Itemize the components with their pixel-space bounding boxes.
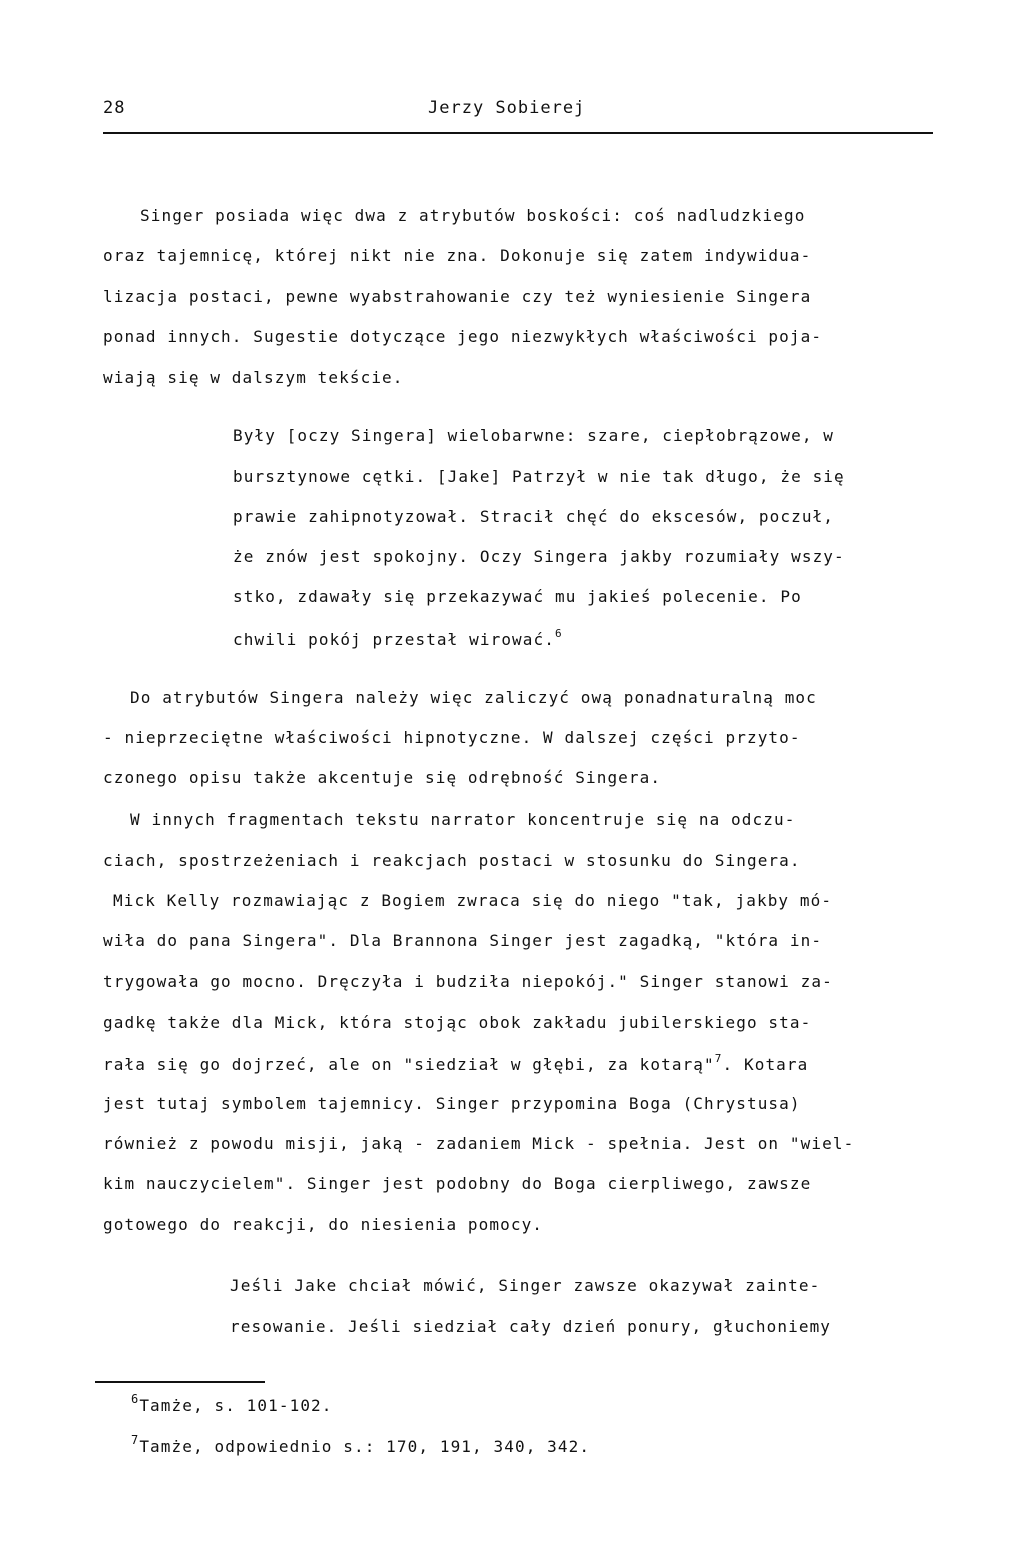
footnote-text: Tamże, odpowiednio s.: 170, 191, 340, 342. (139, 1437, 591, 1456)
quote-line: prawie zahipnotyzował. Stracił chęć do ekscesów, poczuł, (233, 507, 835, 526)
text-line: ponad innych. Sugestie dotyczące jego niezwykłych właściwości poja- (103, 327, 823, 346)
footnote-text: Tamże, s. 101-102. (139, 1396, 333, 1415)
quote-line: stko, zdawały się przekazywać mu jakieś polecenie. Po (233, 587, 802, 606)
quote-line: że znów jest spokojny. Oczy Singera jakby rozumiały wszy- (233, 547, 845, 566)
text-line: lizacja postaci, pewne wyabstrahowanie czy też wyniesienie Singera (103, 287, 812, 306)
footnote-mark: 7 (131, 1433, 140, 1447)
text-line: jest tutaj symbolem tajemnicy. Singer przypomina Boga (Chrystusa) (103, 1094, 801, 1113)
page-header (103, 98, 933, 128)
text-line: wiają się w dalszym tekście. (103, 368, 404, 387)
text-line: trygowała go mocno. Dręczyła i budziła niepokój." Singer stanowi za- (103, 972, 833, 991)
quote-line-text: chwili pokój przestał wirować. (233, 630, 555, 649)
footnote-rule (95, 1381, 265, 1383)
page-number: 28 (103, 98, 126, 118)
text-line: również z powodu misji, jaką - zadaniem Mick - spełnia. Jest on "wiel- (103, 1134, 855, 1153)
footnote-mark: 6 (131, 1392, 140, 1406)
text-line: czonego opisu także akcentuje się odrębność Singera. (103, 768, 662, 787)
text-line: Do atrybutów Singera należy więc zaliczyć ową ponadnaturalną moc (130, 688, 817, 707)
quote-line: Były [oczy Singera] wielobarwne: szare, ciepłobrązowe, w (233, 426, 835, 445)
text-line: oraz tajemnicę, której nikt nie zna. Dokonuje się zatem indywidua- (103, 246, 812, 265)
text-line: Mick Kelly rozmawiając z Bogiem zwraca się do niego "tak, jakby mó- (113, 891, 833, 910)
quote-line: Jeśli Jake chciał mówić, Singer zawsze okazywał zainte- (230, 1276, 821, 1295)
text-line: kim nauczycielem". Singer jest podobny do Boga cierpliwego, zawsze (103, 1174, 812, 1193)
footnote-ref-6[interactable]: 6 (554, 627, 563, 640)
text-line-part: rała się go dojrzeć, ale on "siedział w głębi, za kotarą" (103, 1055, 715, 1074)
text-line-part: . Kotara (722, 1055, 809, 1074)
text-line: wiła do pana Singera". Dla Brannona Singer jest zagadką, "która in- (103, 931, 823, 950)
text-line: gadkę także dla Mick, która stojąc obok zakładu jubilerskiego sta- (103, 1013, 812, 1032)
running-title: Jerzy Sobierej (428, 98, 586, 118)
text-line: W innych fragmentach tekstu narrator koncentruje się na odczu- (130, 810, 796, 829)
footnote-7 (131, 1433, 590, 1456)
quote-line: bursztynowe cętki. [Jake] Patrzył w nie tak długo, że się (233, 467, 845, 486)
text-line (103, 1052, 808, 1074)
text-line: ciach, spostrzeżeniach i reakcjach postaci w stosunku do Singera. (103, 851, 801, 870)
footnote-6 (131, 1392, 333, 1415)
text-line: gotowego do reakcji, do niesienia pomocy. (103, 1215, 544, 1234)
text-line: - nieprzeciętne właściwości hipnotyczne. W dalszej części przyto- (103, 728, 801, 747)
header-rule (103, 132, 933, 134)
quote-line (233, 627, 563, 649)
quote-line: resowanie. Jeśli siedział cały dzień ponury, głuchoniemy (230, 1317, 832, 1336)
footnote-ref-7[interactable]: 7 (714, 1052, 723, 1065)
text-line: Singer posiada więc dwa z atrybutów boskości: coś nadludzkiego (140, 206, 806, 225)
